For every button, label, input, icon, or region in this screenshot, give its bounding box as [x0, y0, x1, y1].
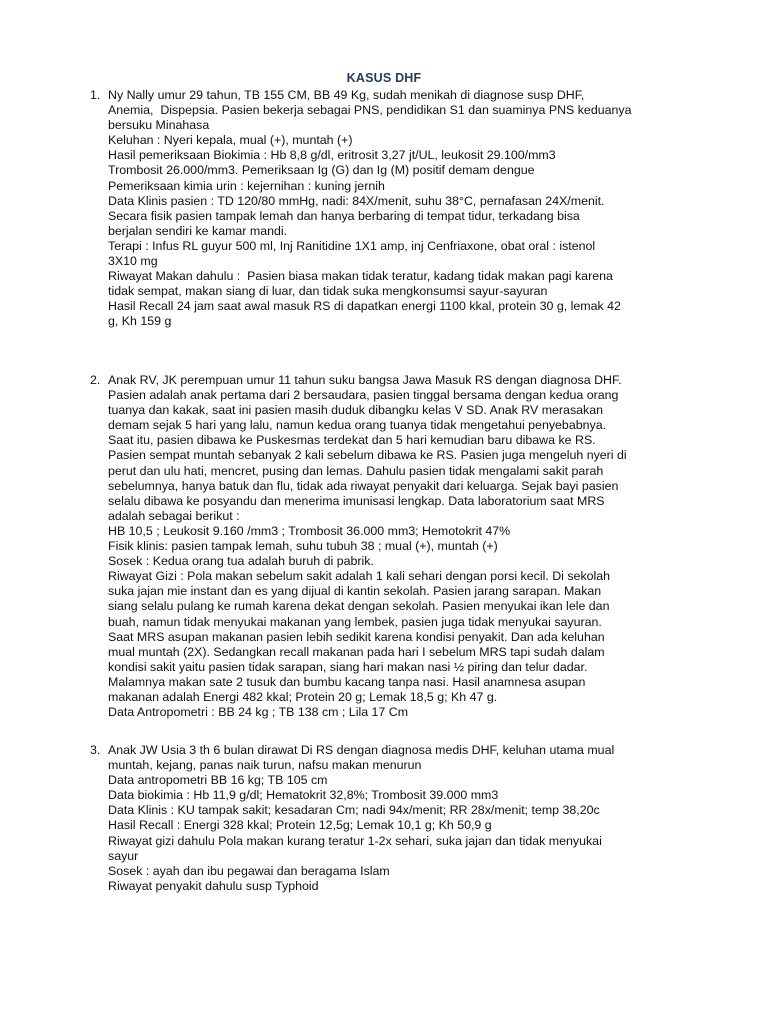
- case-number: 2.: [90, 373, 101, 387]
- case-line: Pasien adalah anak pertama dari 2 bersaudara, pasien tinggal bersama dengan kedua orang: [108, 388, 619, 403]
- case-line: demam sejak 5 hari yang lalu, namun kedua orang tuanya tidak mengetahui penyebabnya.: [108, 418, 607, 433]
- case-line: muntah, kejang, panas naik turun, nafsu makan menurun: [108, 758, 422, 773]
- case-body: [108, 743, 690, 894]
- case-line: Saat itu, pasien dibawa ke Puskesmas terdekat dan 5 hari kemudian baru dibawa ke RS.: [108, 433, 596, 448]
- case-line: Saat MRS asupan makanan pasien lebih sedikit karena kondisi penyakit. Dan ada keluhan: [108, 629, 605, 644]
- case-line: Hasil Recall 24 jam saat awal masuk RS di dapatkan energi 1100 kkal, protein 30 g, lemak 42: [108, 299, 621, 314]
- case-line: Hasil Recall : Energi 328 kkal; Protein 12,5g; Lemak 10,1 g; Kh 50,9 g: [108, 818, 492, 833]
- document-title: KASUS DHF: [346, 71, 422, 85]
- case-line: Anak JW Usia 3 th 6 bulan dirawat Di RS dengan diagnosa medis DHF, keluhan utama mual: [108, 743, 615, 757]
- case-line: Riwayat gizi dahulu Pola makan kurang teratur 1-2x sehari, suka jajan dan tidak menyukai: [108, 833, 602, 848]
- case-line: Terapi : Infus RL guyur 500 ml, Inj Ranitidine 1X1 amp, inj Cenfriaxone, obat oral : istenol: [108, 238, 596, 253]
- case-line: perut dan ulu hati, mencret, pusing dan lemas. Dahulu pasien tidak mengalami sakit parah: [108, 463, 604, 478]
- case-line: Ny Nally umur 29 tahun, TB 155 CM, BB 49 Kg, sudah menikah di diagnose susp DHF,: [108, 88, 585, 102]
- case-line: Sosek : Kedua orang tua adalah buruh di pabrik.: [108, 554, 374, 569]
- case-line: sebelumnya, hanya batuk dan flu, tidak ada riwayat penyakit dari keluarga. Sejak bayi pasien: [108, 478, 619, 493]
- case-line: Malamnya makan sate 2 tusuk dan bumbu kacang tanpa nasi. Hasil anamnesa asupan: [108, 674, 586, 689]
- case-line: selalu dibawa ke posyandu dan menerima imunisasi lengkap. Data laboratorium saat MRS: [108, 493, 605, 508]
- case-3: [90, 743, 690, 894]
- case-line: 3X10 mg: [108, 254, 158, 269]
- case-number: 1.: [90, 88, 101, 102]
- case-line: Sosek : ayah dan ibu pegawai dan beragama Islam: [108, 863, 390, 878]
- case-line: mual muntah (2X). Sedangkan recall makanan pada hari I sebelum MRS tapi sudah dalam: [108, 644, 605, 659]
- case-line: berjalan sendiri ke kamar mandi.: [108, 223, 288, 238]
- case-line: Pemeriksaan kimia urin : kejernihan : kuning jernih: [108, 178, 385, 193]
- case-line: bersuku Minahasa: [108, 118, 210, 133]
- case-line: Fisik klinis: pasien tampak lemah, suhu tubuh 38 ; mual (+), muntah (+): [108, 539, 498, 554]
- case-line: sayur: [108, 848, 139, 863]
- case-line: Trombosit 26.000/mm3. Pemeriksaan Ig (G) dan Ig (M) positif demam dengue: [108, 163, 535, 178]
- case-line: Secara fisik pasien tampak lemah dan hanya berbaring di tempat tidur, terkadang bisa: [108, 208, 580, 223]
- case-line: tuanya dan kakak, saat ini pasien masih duduk dibangku kelas V SD. Anak RV merasakan: [108, 403, 604, 418]
- case-line: Riwayat Makan dahulu : Pasien biasa makan tidak teratur, kadang tidak makan pagi karena: [108, 269, 613, 284]
- case-line: Keluhan : Nyeri kepala, mual (+), muntah (+): [108, 133, 353, 148]
- case-line: Pasien sempat muntah sebanyak 2 kali sebelum dibawa ke RS. Pasien juga mengeluh nyeri di: [108, 448, 627, 463]
- case-line: Data Klinis pasien : TD 120/80 mmHg, nadi: 84X/menit, suhu 38°C, pernafasan 24X/menit.: [108, 193, 605, 208]
- case-line: Hasil pemeriksaan Biokimia : Hb 8,8 g/dl, eritrosit 3,27 jt/UL, leukosit 29.100/mm3: [108, 148, 556, 163]
- case-line: adalah sebagai berikut :: [108, 508, 240, 523]
- case-line: HB 10,5 ; Leukosit 9.160 /mm3 ; Trombosit 36.000 mm3; Hemotokrit 47%: [108, 523, 511, 538]
- case-line: Riwayat Gizi : Pola makan sebelum sakit adalah 1 kali sehari dengan porsi kecil. Di sekolah: [108, 569, 611, 584]
- case-line: tidak sempat, makan siang di luar, dan tidak suka mengkonsumsi sayur-sayuran: [108, 284, 548, 299]
- case-line: suka jajan mie instant dan es yang dijual di kantin sekolah. Pasien jarang sarapan. Makan: [108, 584, 602, 599]
- case-line: Data Klinis : KU tampak sakit; kesadaran Cm; nadi 94x/menit; RR 28x/menit; temp 38,20c: [108, 803, 600, 818]
- case-line: Anemia, Dispepsia. Pasien bekerja sebagai PNS, pendidikan S1 dan suaminya PNS keduanya: [108, 103, 632, 118]
- case-body: [108, 88, 690, 330]
- case-line: Data biokimia : Hb 11,9 g/dl; Hematokrit 32,8%; Trombosit 39.000 mm3: [108, 788, 499, 803]
- case-line: Anak RV, JK perempuan umur 11 tahun suku bangsa Jawa Masuk RS dengan diagnosa DHF.: [108, 373, 622, 387]
- case-line: siang selalu pulang ke rumah karena dekat dengan sekolah. Pasien menyukai ikan lele dan: [108, 599, 610, 614]
- case-2: [90, 373, 690, 720]
- case-line: buah, namun tidak menyukai makanan yang lembek, pasien juga tidak menyukai sayuran.: [108, 614, 602, 629]
- case-line: kondisi sakit yaitu pasien tidak sarapan, siang hari makan nasi ½ piring dan telur dadar.: [108, 659, 588, 674]
- case-line: Riwayat penyakit dahulu susp Typhoid: [108, 878, 319, 893]
- case-body: [108, 373, 690, 720]
- case-line: makanan adalah Energi 482 kkal; Protein 20 g; Lemak 18,5 g; Kh 47 g.: [108, 689, 498, 704]
- case-line: g, Kh 159 g: [108, 314, 172, 329]
- case-1: [90, 88, 690, 330]
- case-line: Data antropometri BB 16 kg; TB 105 cm: [108, 773, 328, 788]
- case-line: Data Antropometri : BB 24 kg ; TB 138 cm ; Lila 17 Cm: [108, 705, 409, 720]
- case-number: 3.: [90, 743, 101, 757]
